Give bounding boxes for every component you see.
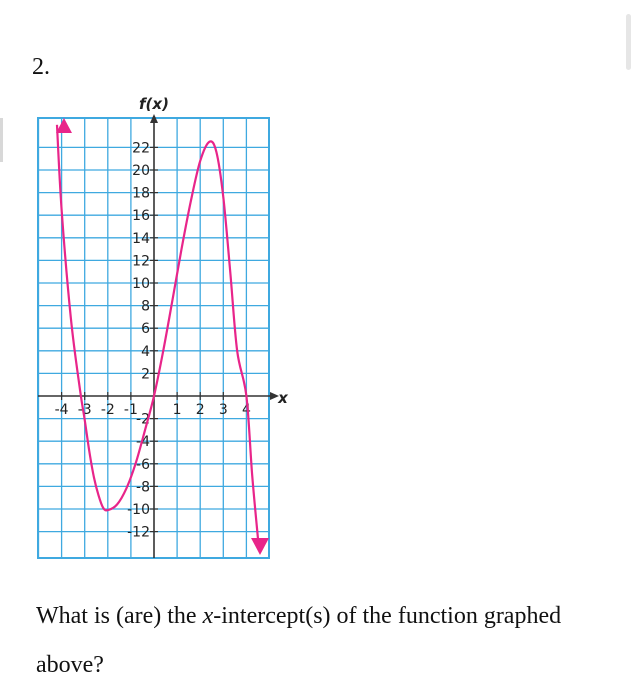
question-number: 2. <box>32 54 50 80</box>
y-tick-label: 8 <box>141 298 150 315</box>
x-tick-label: 4 <box>241 402 251 418</box>
y-tick-label: -4 <box>136 434 150 451</box>
y-tick-label: 16 <box>132 208 150 225</box>
y-axis-label: f(x) <box>139 95 169 113</box>
prompt-text-before: What is (are) the <box>36 603 203 629</box>
y-tick-label: 4 <box>141 343 150 360</box>
y-tick-label: -12 <box>127 524 150 541</box>
y-tick-label: 2 <box>141 366 150 383</box>
y-tick-label: -6 <box>136 456 150 473</box>
y-tick-label: -8 <box>136 479 150 496</box>
y-tick-label: 20 <box>132 163 150 179</box>
x-tick-label: 1 <box>172 402 182 418</box>
question-prompt <box>36 592 596 690</box>
prompt-text-after: -intercept(s) of the function graphed above? <box>36 603 562 678</box>
x-tick-label: -2 <box>100 402 115 418</box>
x-tick-label: -1 <box>123 402 138 418</box>
y-tick-label: 22 <box>132 140 150 157</box>
prompt-variable: x <box>202 603 214 629</box>
y-tick-label: 14 <box>132 230 150 247</box>
x-tick-label: -4 <box>54 402 69 418</box>
x-axis-label: x <box>278 389 288 407</box>
y-tick-label: 10 <box>132 276 150 292</box>
y-tick-label: -2 <box>136 411 150 428</box>
y-tick-label: 6 <box>141 321 150 338</box>
y-tick-label: 12 <box>132 253 150 270</box>
x-tick-label: 3 <box>218 402 228 418</box>
x-tick-label: 2 <box>195 402 205 418</box>
x-tick-label: -3 <box>77 402 92 418</box>
y-tick-label: 18 <box>132 185 150 202</box>
y-tick-label: -10 <box>127 502 150 518</box>
